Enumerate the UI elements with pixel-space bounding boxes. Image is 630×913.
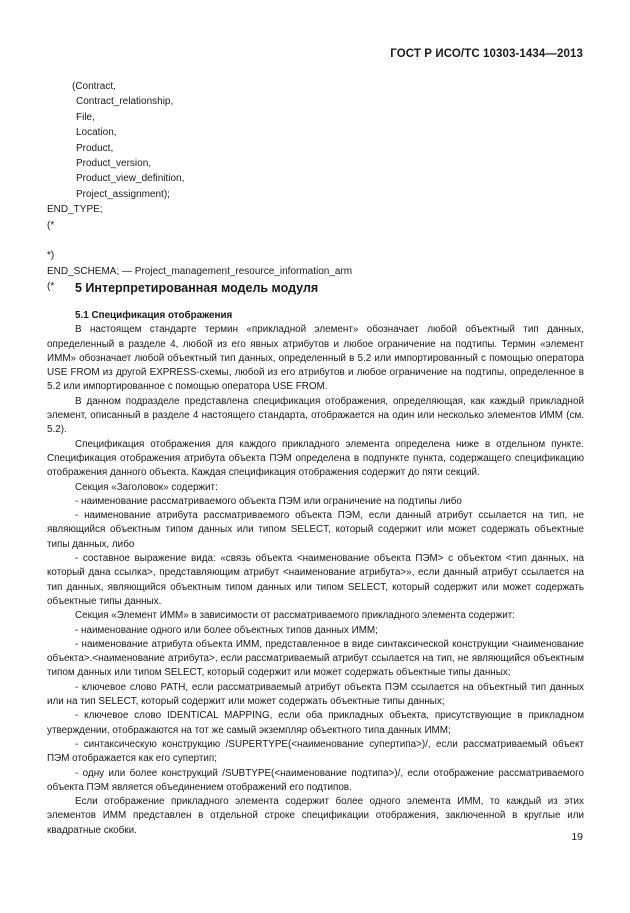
list-item: - наименование одного или более объектных типов данных ИММ;: [75, 624, 378, 636]
code-line: Product,: [76, 142, 114, 154]
code-line: [47, 233, 587, 248]
list-item: - синтаксическую конструкцию /SUPERTYPE(<наименование супертипа>)/, если рассматриваемый объект ПЭМ отображается как его супертип;: [47, 738, 584, 765]
express-code-block: [47, 79, 587, 295]
code-line: END_TYPE;: [47, 204, 103, 216]
list-item: - составное выражение вида: «связь объекта <наименование объекта ПЭМ> с объектом <тип данных, на который дана ссылка>, представляющим атрибут <наименование атрибута>», если данный атрибут ссылается на тип данных, являющийся объектным типом данных или типом SELECT, который содержит или может содержать объектные типы данных.: [47, 553, 584, 607]
list-item: - ключевое слово PATH, если рассматриваемый атрибут объекта ПЭМ ссылается на объектный тип данных или на тип SELECT, который содержит или может содержать объектные типы данных;: [47, 681, 584, 708]
list-item: - наименование атрибута объекта ИММ, представленное в виде синтаксической конструкции <наименование объекта>.<наименование атрибута>, если рассматриваемый атрибут ссылается на тип, не являющийся объектным типом данных или типом SELECT, который содержит или может содержать объектные типы данных;: [47, 638, 584, 679]
code-line: Contract_relationship,: [76, 96, 174, 108]
paragraph: Если отображение прикладного элемента содержит более одного элемента ИММ, то каждый из этих элементов ИММ представлен в отдельной строке спецификации отображения, заключенной в круглые или квадратные скобки.: [47, 796, 584, 836]
paragraph: Секция «Элемент ИММ» в зависимости от рассматриваемого прикладного элемента содержит:: [75, 610, 516, 622]
code-line: Product_view_definition,: [76, 173, 185, 185]
list-item: - одну или более конструкций /SUBTYPE(<наименование подтипа>)/, если отображение рассматриваемого объекта ПЭМ является объединением отображений его подтипов.: [47, 767, 584, 793]
list-item: - наименование рассматриваемого объекта ПЭМ или ограничение на подтипы либо: [75, 495, 462, 507]
code-line: Project_assignment);: [76, 188, 170, 200]
code-line: Product_version,: [76, 158, 152, 170]
code-line: END_SCHEMA; — Project_management_resource_information_arm: [47, 265, 353, 277]
code-line: File,: [76, 111, 95, 123]
list-item: - ключевое слово IDENTICAL MAPPING, если оба прикладных объекта, присутствующие в прикладном утверждении, отображаются на тот же самый экземпляр объектного типа данных ИММ;: [47, 710, 584, 736]
document-header: ГОСТ Р ИСО/ТС 10303-1434—2013: [390, 48, 583, 60]
section-body: [47, 309, 584, 838]
code-line: (*: [47, 219, 55, 231]
paragraph: В данном подразделе представлена спецификация отображения, определяющая, как каждый прикладной элемент, описанный в разделе 4 настоящего стандарта, отображается на один или несколько элементов ИММ (см. 5.2).: [47, 395, 584, 436]
code-line: Location,: [76, 127, 117, 139]
paragraph: Спецификация отображения для каждого прикладного элемента определена ниже в отдельном пункте. Спецификация отображения атрибута объекта ПЭМ определена в подпункте пункта, содержащего спецификацию отображения данного объекта. Каждая спецификация отображения содержит до пяти секций.: [47, 438, 584, 479]
section-title: 5 Интерпретированная модель модуля: [75, 281, 319, 295]
code-line: *): [47, 250, 55, 262]
list-item: - наименование атрибута рассматриваемого объекта ПЭМ, если данный атрибут ссылается на тип, не являющийся объектным типом данных или типом SELECT, который содержит или может содержать объектные типы данных, либо: [47, 510, 584, 550]
code-line: (*: [47, 281, 55, 293]
code-line: (Contract,: [72, 81, 116, 92]
paragraph: В настоящем стандарте термин «прикладной элемент» обозначает любой объектный тип данных, определенный в разделе 4, любой из его явных атрибутов и любое ограничение на подтипы. Термин «элемент ИММ» обозначает любой объектный тип данных, определенный в 5.2 или импортированный с помощью оператора USE FROM из другой EXPRESS-схемы, любой из его атрибутов и любое ограничение на подтипы, определенное в 5.2 или импортированное с помощью оператора USE FROM.: [47, 324, 584, 393]
page-number: 19: [571, 831, 583, 843]
subsection-title: 5.1 Спецификация отображения: [75, 310, 233, 321]
paragraph: Секция «Заголовок» содержит:: [75, 481, 218, 493]
